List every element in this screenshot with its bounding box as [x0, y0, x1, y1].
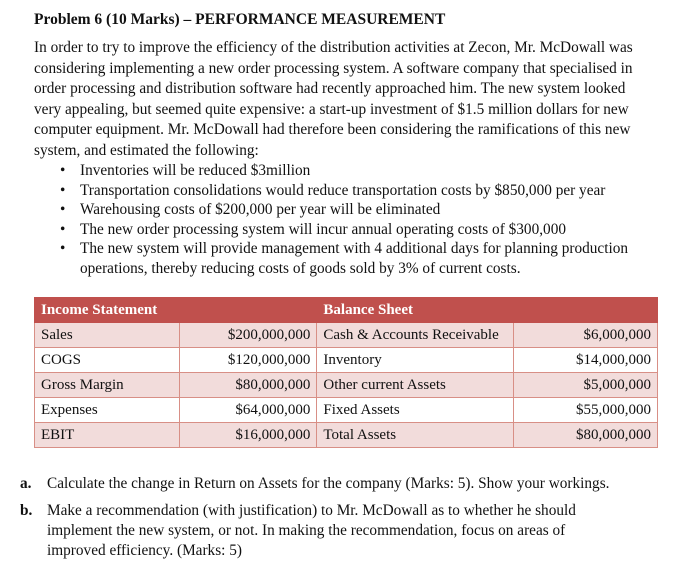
- intro-line: very appealing, but seemed quite expensive: a start-up investment of $1.5 million dollars for new: [34, 100, 629, 118]
- list-item: [34, 200, 670, 220]
- income-label: Gross Margin: [35, 373, 180, 398]
- balance-label: Fixed Assets: [317, 398, 514, 423]
- question-letter: b.: [20, 502, 33, 519]
- balance-value: $55,000,000: [514, 398, 658, 423]
- list-item: [34, 161, 670, 181]
- intro-paragraph: [34, 38, 670, 161]
- income-value: $16,000,000: [179, 423, 317, 448]
- bullet-text: The new order processing system will incur annual operating costs of $300,000: [80, 220, 566, 238]
- bullet-text: The new system will provide management with 4 additional days for planning production: [80, 240, 629, 258]
- income-value: $80,000,000: [179, 373, 317, 398]
- list-item: [34, 181, 670, 201]
- list-item: [34, 220, 670, 240]
- question-letter: a.: [20, 475, 32, 492]
- balance-sheet-header: Balance Sheet: [317, 298, 658, 323]
- table-row: [35, 398, 658, 423]
- intro-line: order processing and distribution software had recently approached him. The new system looked: [34, 80, 626, 97]
- balance-value: $80,000,000: [514, 423, 658, 448]
- assumptions-list: [34, 161, 670, 279]
- income-value: $200,000,000: [179, 323, 317, 348]
- income-statement-header: Income Statement: [35, 298, 317, 323]
- list-item: [34, 239, 670, 278]
- balance-label: Cash & Accounts Receivable: [317, 323, 514, 348]
- questions-list: [20, 474, 650, 568]
- table-row: [35, 373, 658, 398]
- income-label: Sales: [35, 323, 180, 348]
- bullet-text: Transportation consolidations would reduce transportation costs by $850,000 per year: [80, 181, 606, 199]
- balance-value: $5,000,000: [514, 373, 658, 398]
- table-header-row: [35, 298, 658, 323]
- bullet-icon: •: [60, 220, 66, 238]
- problem-title: Problem 6 (10 Marks) – PERFORMANCE MEASUREMENT: [34, 11, 446, 28]
- income-label: EBIT: [35, 423, 180, 448]
- balance-label: Other current Assets: [317, 373, 514, 398]
- table-row: [35, 348, 658, 373]
- income-value: $120,000,000: [179, 348, 317, 373]
- bullet-text: Inventories will be reduced $3million: [80, 162, 311, 179]
- balance-value: $14,000,000: [514, 348, 658, 373]
- financial-table: [34, 297, 658, 448]
- intro-line: system, and estimated the following:: [34, 141, 259, 159]
- balance-label: Total Assets: [317, 423, 514, 448]
- bullet-text: Warehousing costs of $200,000 per year will be eliminated: [80, 201, 441, 219]
- bullet-icon: •: [60, 181, 66, 199]
- balance-value: $6,000,000: [514, 323, 658, 348]
- intro-line: In order to try to improve the efficiency of the distribution activities at Zecon, Mr. McDowall was: [34, 39, 633, 56]
- document-page: [34, 10, 670, 443]
- bullet-icon: •: [60, 201, 66, 219]
- bullet-text-continued: operations, thereby reducing costs of goods sold by 3% of current costs.: [80, 259, 521, 277]
- table-row: [35, 423, 658, 448]
- question-b: [20, 501, 650, 561]
- question-text: Calculate the change in Return on Assets for the company (Marks: 5). Show your workings.: [47, 475, 610, 492]
- income-label: COGS: [35, 348, 180, 373]
- bullet-icon: •: [60, 240, 66, 258]
- question-text: Make a recommendation (with justification) to Mr. McDowall as to whether he should: [47, 502, 576, 519]
- intro-line: considering implementing a new order processing system. A software company that specialised in: [34, 59, 633, 77]
- income-value: $64,000,000: [179, 398, 317, 423]
- intro-line: computer equipment. Mr. McDowall had therefore been considering the ramifications of this new: [34, 121, 631, 138]
- question-text: improved efficiency. (Marks: 5): [47, 542, 242, 559]
- balance-label: Inventory: [317, 348, 514, 373]
- question-text: implement the new system, or not. In making the recommendation, focus on areas of: [47, 522, 566, 539]
- income-label: Expenses: [35, 398, 180, 423]
- question-a: [20, 474, 650, 494]
- bullet-icon: •: [60, 162, 66, 179]
- table-row: [35, 323, 658, 348]
